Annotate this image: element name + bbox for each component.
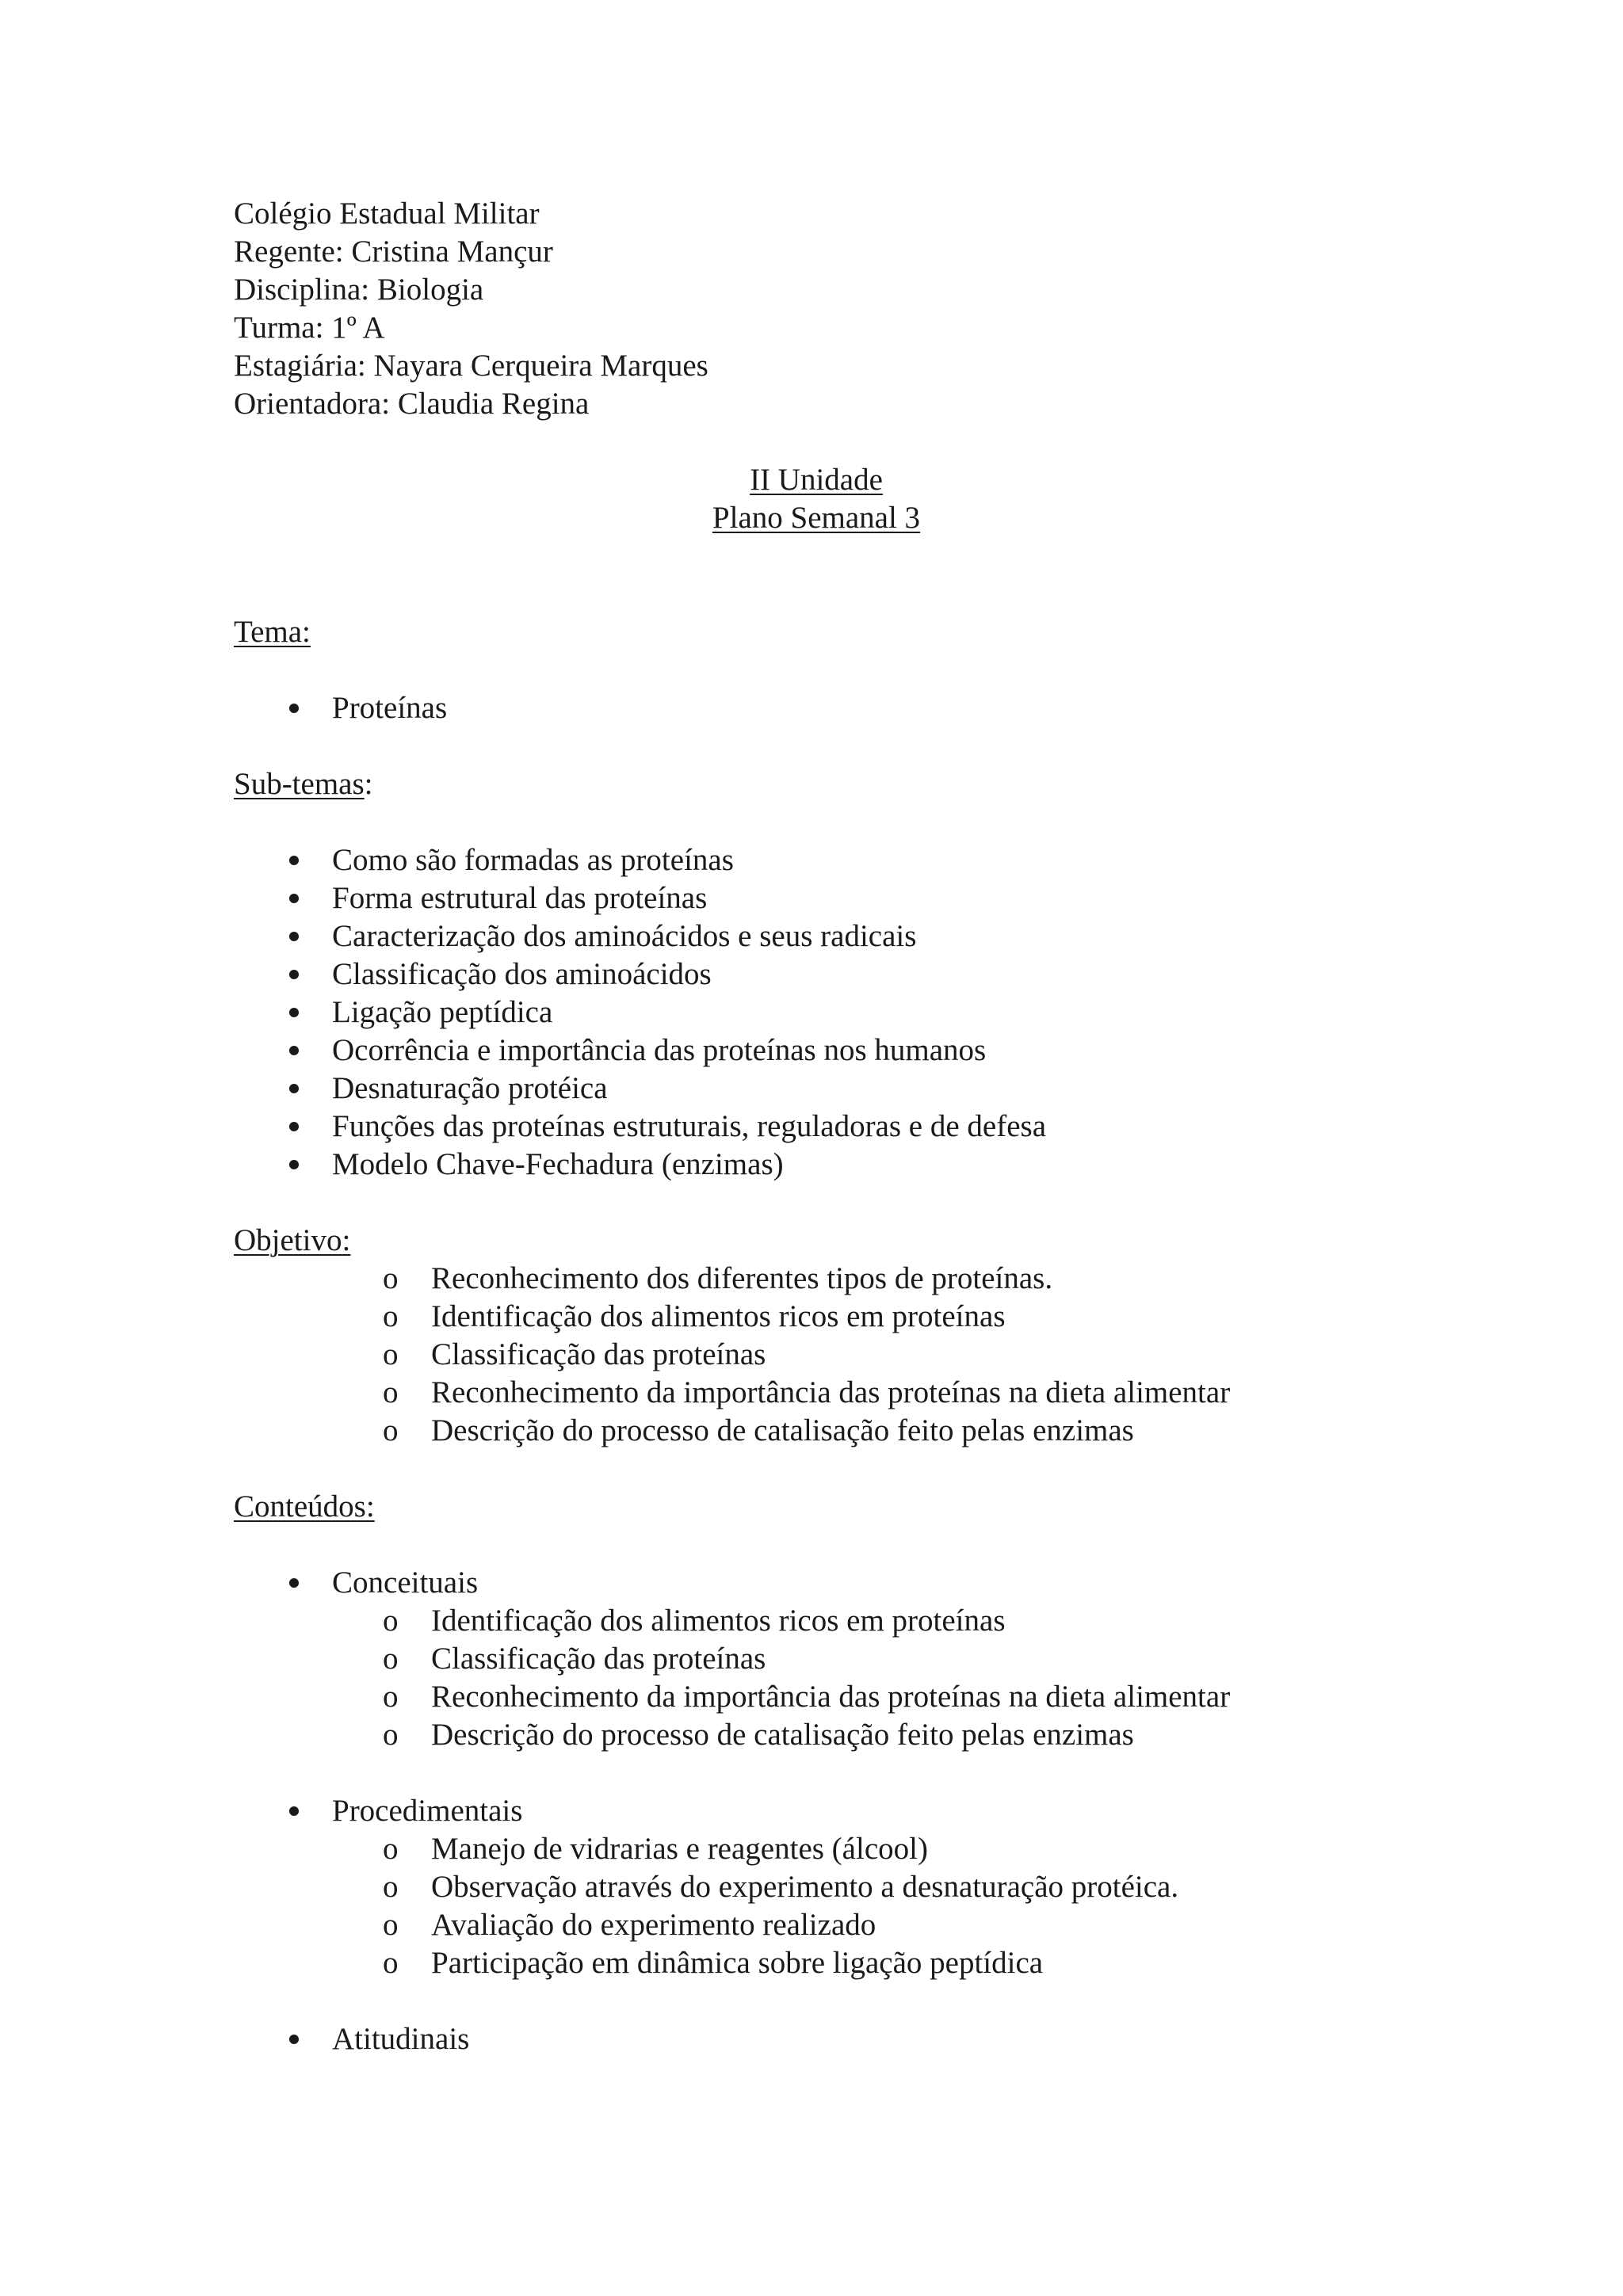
bullet-icon [289,1008,299,1017]
list-item: Funções das proteínas estruturais, reguladoras e de defesa [234,1108,1391,1146]
list-item: Caracterização dos aminoácidos e seus radicais [234,917,1391,955]
list-item: o Descrição do processo de catalisação feito pelas enzimas [234,1412,1391,1450]
circle-bullet-icon: o [383,1680,399,1714]
circle-bullet-icon: o [383,1375,399,1409]
circle-bullet-icon: o [383,1413,399,1447]
list-item: o Descrição do processo de catalisação feito pelas enzimas [234,1716,1391,1754]
circle-bullet-icon: o [383,1832,399,1866]
list-item: Modelo Chave-Fechadura (enzimas) [234,1146,1391,1184]
bullet-icon [289,1806,299,1816]
turma-line: Turma: 1º A [234,311,385,345]
subtemas-list [234,841,1391,1184]
procedimentais-list [234,1830,1391,1982]
bullet-icon [289,932,299,941]
list-item: Atitudinais [234,2020,1391,2058]
bullet-icon [289,856,299,865]
title-block [234,461,1399,537]
list-item: o Classificação das proteínas [234,1640,1391,1678]
procedimentais-group [234,1792,1391,1830]
list-item: o Reconhecimento dos diferentes tipos de proteínas. [234,1260,1391,1298]
list-item: o Participação em dinâmica sobre ligação peptídica [234,1944,1391,1982]
bullet-icon [289,2035,299,2044]
list-item: Proteínas [234,689,1391,727]
bullet-icon [289,1046,299,1055]
circle-bullet-icon: o [383,1604,399,1638]
list-item: Conceituais [234,1564,1391,1602]
list-item: o Observação através do experimento a desnaturação protéica. [234,1868,1391,1906]
list-item: Ligação peptídica [234,994,1391,1032]
circle-bullet-icon: o [383,1299,399,1333]
list-item: o Reconhecimento da importância das proteínas na dieta alimentar [234,1374,1391,1412]
tema-heading: Tema: [234,615,311,649]
conteudos-heading: Conteúdos: [234,1489,375,1524]
circle-bullet-icon: o [383,1870,399,1904]
list-item: Procedimentais [234,1792,1391,1830]
list-item: o Reconhecimento da importância das proteínas na dieta alimentar [234,1678,1391,1716]
list-item: o Identificação dos alimentos ricos em proteínas [234,1298,1391,1336]
circle-bullet-icon: o [383,1261,399,1295]
list-item: Ocorrência e importância das proteínas nos humanos [234,1032,1391,1070]
circle-bullet-icon: o [383,1642,399,1676]
bullet-icon [289,1084,299,1093]
bullet-icon [289,1122,299,1131]
bullet-icon [289,1160,299,1169]
estagiaria-line: Estagiária: Nayara Cerqueira Marques [234,349,708,383]
unit-title: II Unidade [750,463,883,497]
conceituais-group [234,1564,1391,1602]
document-page: Colégio Estadual Militar Regente: Cristina Mançur Disciplina: Biologia Turma: 1º A Estagiária: Nayara Cerqueira Marques Orientadora: Claudia Regina II Unidade Plano Semanal 3 Tema: Proteínas Sub-temas: Como são formadas as proteínas Forma estrutural das proteínas Caracterização dos aminoácidos e seus radicais Classificação dos aminoácidos Ligação peptídica Ocorrência e importância das proteínas nos humanos Desnaturação protéica Funções das proteínas estruturais, reguladoras e de defesa Modelo Chave-Fechadura (enzimas) Objetivo: o Reconhecimento dos diferentes tipos de proteínas. o Identificação dos alimentos ricos em proteínas o Classificação das proteínas o Reconhecimento da importância das proteínas na dieta alimentar o Descrição do processo de catalisação feito pelas enzimas Conteúdos: Conceituais o Identificação dos alimentos ricos em proteínas o Classificação das proteínas o Reconhecimento da importância das proteínas na dieta alimentar o Descrição do processo de catalisação feito pelas enzimas Procedimentais o Manejo de vidrarias e reagentes (álcool) o Observação através do experimento a desnaturação protéica. o Avaliação do experimento realizado o Participação em dinâmica sobre ligação peptídica Atitudinais [234,195,1391,2058]
list-item: o Identificação dos alimentos ricos em proteínas [234,1602,1391,1640]
school-name: Colégio Estadual Militar [234,196,540,231]
tema-list [234,689,1391,727]
regente-line: Regente: Cristina Mançur [234,235,553,269]
list-item: Forma estrutural das proteínas [234,879,1391,917]
circle-bullet-icon: o [383,1946,399,1980]
plan-title: Plano Semanal 3 [712,501,921,535]
bullet-icon [289,1578,299,1588]
circle-bullet-icon: o [383,1908,399,1942]
list-item: Classificação dos aminoácidos [234,955,1391,994]
bullet-icon [289,894,299,903]
list-item: Como são formadas as proteínas [234,841,1391,879]
circle-bullet-icon: o [383,1718,399,1752]
bullet-icon [289,704,299,713]
atitudinais-group [234,2020,1391,2058]
disciplina-line: Disciplina: Biologia [234,273,484,307]
circle-bullet-icon: o [383,1337,399,1371]
list-item: Desnaturação protéica [234,1070,1391,1108]
list-item: o Manejo de vidrarias e reagentes (álcool) [234,1830,1391,1868]
objetivo-heading: Objetivo: [234,1223,351,1257]
subtemas-heading: Sub-temas [234,767,365,801]
header-block [234,195,1391,423]
objetivo-list [234,1260,1391,1450]
bullet-icon [289,970,299,979]
list-item: o Avaliação do experimento realizado [234,1906,1391,1944]
list-item: o Classificação das proteínas [234,1336,1391,1374]
orientadora-line: Orientadora: Claudia Regina [234,387,590,421]
conceituais-list [234,1602,1391,1754]
